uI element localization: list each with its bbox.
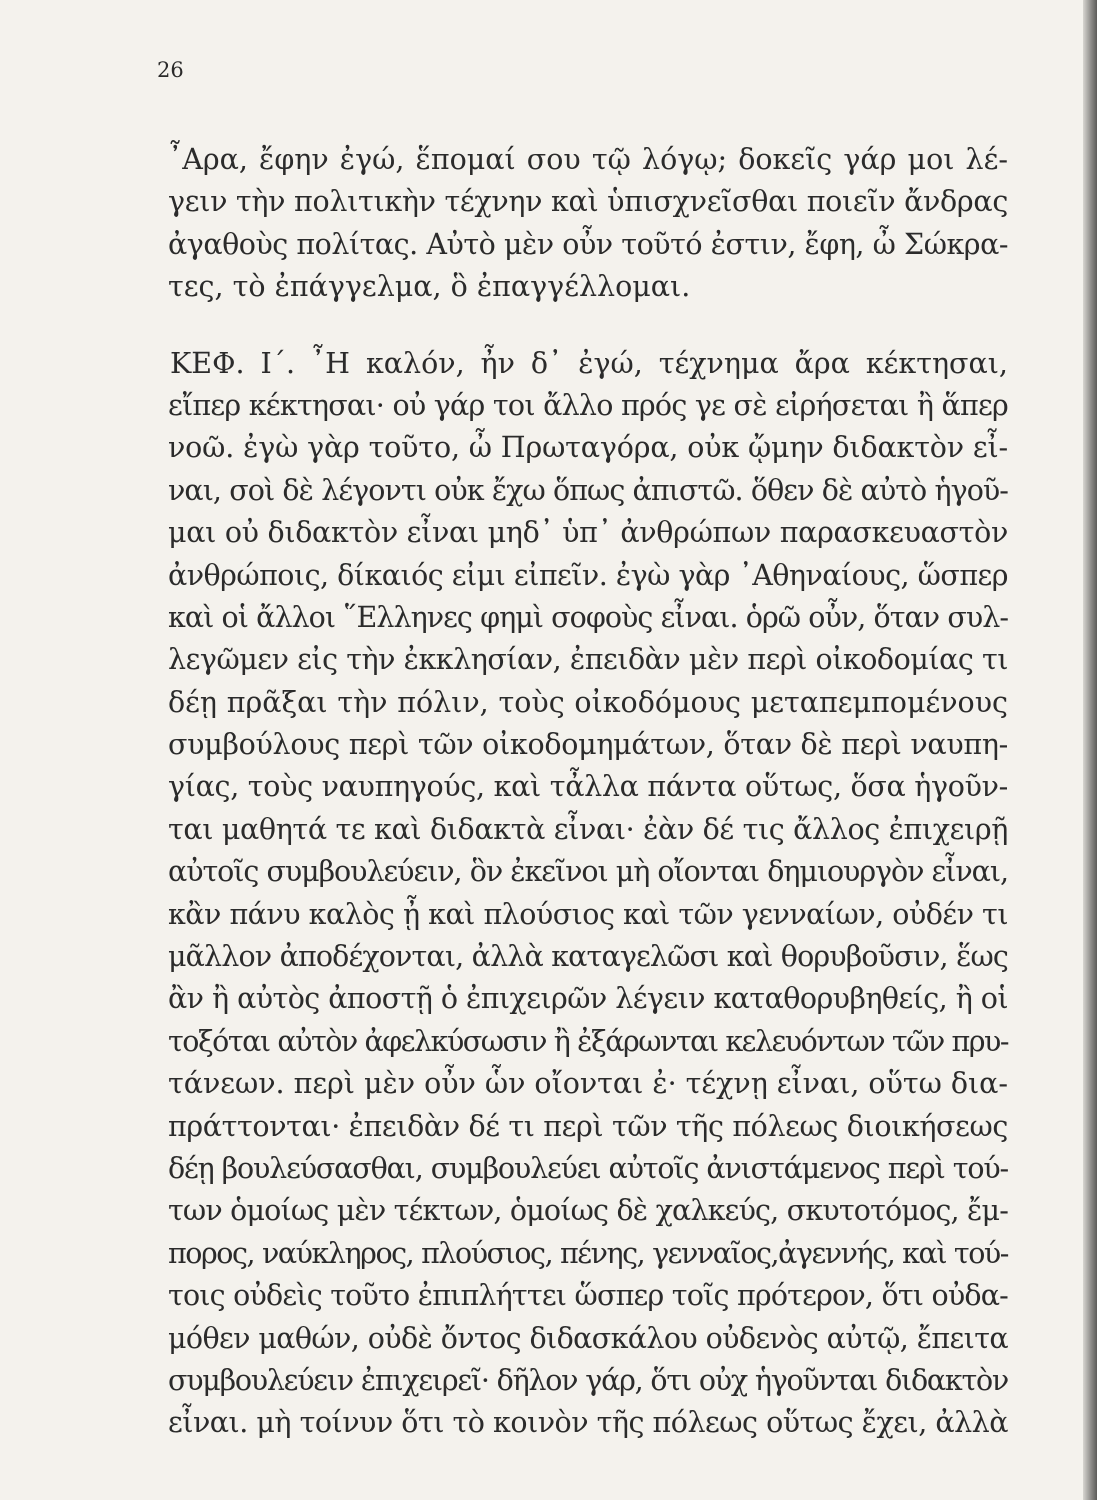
text-line: γίας, τοὺς ναυπηγούς, καὶ τἆλλα πάντα οὕτως, ὅσα ἡγοῦν- [168,770,1008,804]
body-text [168,139,1008,1445]
text-line: εἶναι. μὴ τοίνυν ὅτι τὸ κοινὸν τῆς πόλεως οὕτως ἔχει, ἀλλὰ [168,1406,1008,1440]
page-edge-shadow [1083,0,1097,1500]
text-line: συμβουλεύειν ἐπιχειρεῖ· δῆλον γάρ, ὅτι οὐχ ἡγοῦνται διδακτὸν [168,1363,1008,1397]
text-line: ἂν ἢ αὐτὸς ἀποστῇ ὁ ἐπιχειρῶν λέγειν καταθορυβηθείς, ἢ οἱ [168,982,1008,1016]
text-line: συμβούλους περὶ τῶν οἰκοδομημάτων, ὅταν δὲ περὶ ναυπη- [168,728,1008,762]
page-number: 26 [157,58,184,82]
text-line: πορος, ναύκληρος, πλούσιος, πένης, γενναῖος,ἀγεννής, καὶ τού- [168,1236,1008,1270]
text-line: ται μαθητά τε καὶ διδακτὰ εἶναι· ἐὰν δέ τις ἄλλος ἐπιχειρῇ [168,812,1008,846]
text-line: ῏Αρα, ἔφην ἐγώ, ἕπομαί σου τῷ λόγῳ; δοκεῖς γάρ μοι λέ- [168,143,1008,176]
paragraph-1 [168,139,1008,309]
text-line: δέῃ βουλεύσασθαι, συμβουλεύει αὐτοῖς ἀνιστάμενος περὶ τού- [168,1151,1008,1185]
text-line: τοξόται αὐτὸν ἀφελκύσωσιν ἢ ἐξάρωνται κελευόντων τῶν πρυ- [168,1024,1008,1058]
chapter-heading-line: ΚΕΦ. Ι΄. ῏Η καλόν, ἦν δ᾽ ἐγώ, τέχνημα ἄρα κέκτησαι, [170,346,1008,380]
text-line: τοις οὐδεὶς τοῦτο ἐπιπλήττει ὥσπερ τοῖς πρότερον, ὅτι οὐδα- [168,1279,1008,1313]
text-line: μαι οὐ διδακτὸν εἶναι μηδ᾽ ὑπ᾽ ἀνθρώπων παρασκευαστὸν [168,516,1008,550]
text-line: μᾶλλον ἀποδέχονται, ἀλλὰ καταγελῶσι καὶ θορυβοῦσιν, ἕως [168,940,1008,974]
text-line: πράττονται· ἐπειδὰν δέ τι περὶ τῶν τῆς πόλεως διοικήσεως [168,1109,1008,1143]
text-line: εἴπερ κέκτησαι· οὐ γάρ τοι ἄλλο πρός γε σὲ εἰρήσεται ἢ ἅπερ [168,388,1008,422]
paragraph-gap [168,309,1008,343]
text-line: ἀνθρώποις, δίκαιός εἰμι εἰπεῖν. ἐγὼ γὰρ ᾽Αθηναίους, ὥσπερ [168,558,1008,592]
text-line: ἀγαθοὺς πολίτας. Αὐτὸ μὲν οὖν τοῦτό ἐστιν, ἔφη, ὦ Σώκρα- [168,227,1008,261]
text-line: γειν τὴν πολιτικὴν τέχνην καὶ ὑπισχνεῖσθαι ποιεῖν ἄνδρας [168,185,1008,219]
text-line: μόθεν μαθών, οὐδὲ ὄντος διδασκάλου οὐδενὸς αὐτῷ, ἔπειτα [168,1321,1008,1355]
text-line: νοῶ. ἐγὼ γὰρ τοῦτο, ὦ Πρωταγόρα, οὐκ ᾤμην διδακτὸν εἶ- [168,431,1008,465]
text-line: δέῃ πρᾶξαι τὴν πόλιν, τοὺς οἰκοδόμους μεταπεμπομένους [168,685,1008,719]
text-line: λεγῶμεν εἰς τὴν ἐκκλησίαν, ἐπειδὰν μὲν περὶ οἰκοδομίας τι [168,643,1008,677]
text-line: τάνεων. περὶ μὲν οὖν ὧν οἴονται ἐ· τέχνῃ εἶναι, οὕτω δια- [168,1067,1008,1101]
text-line: αὐτοῖς συμβουλεύειν, ὃν ἐκεῖνοι μὴ οἴονται δημιουργὸν εἶναι, [168,855,1008,889]
text-line: των ὁμοίως μὲν τέκτων, ὁμοίως δὲ χαλκεύς, σκυτοτόμος, ἔμ- [168,1194,1008,1228]
paragraph-2 [168,343,1008,1445]
text-line: καὶ οἱ ἄλλοι ῞Ελληνες φημὶ σοφοὺς εἶναι. ὁρῶ οὖν, ὅταν συλ- [168,600,1008,634]
text-line: τες, τὸ ἐπάγγελμα, ὃ ἐπαγγέλλομαι. [168,270,691,304]
text-line: κἂν πάνυ καλὸς ᾖ καὶ πλούσιος καὶ τῶν γενναίων, οὐδέν τι [168,897,1008,931]
text-line: ναι, σοὶ δὲ λέγοντι οὐκ ἔχω ὅπως ἀπιστῶ. ὅθεν δὲ αὐτὸ ἡγοῦ- [168,473,1008,507]
